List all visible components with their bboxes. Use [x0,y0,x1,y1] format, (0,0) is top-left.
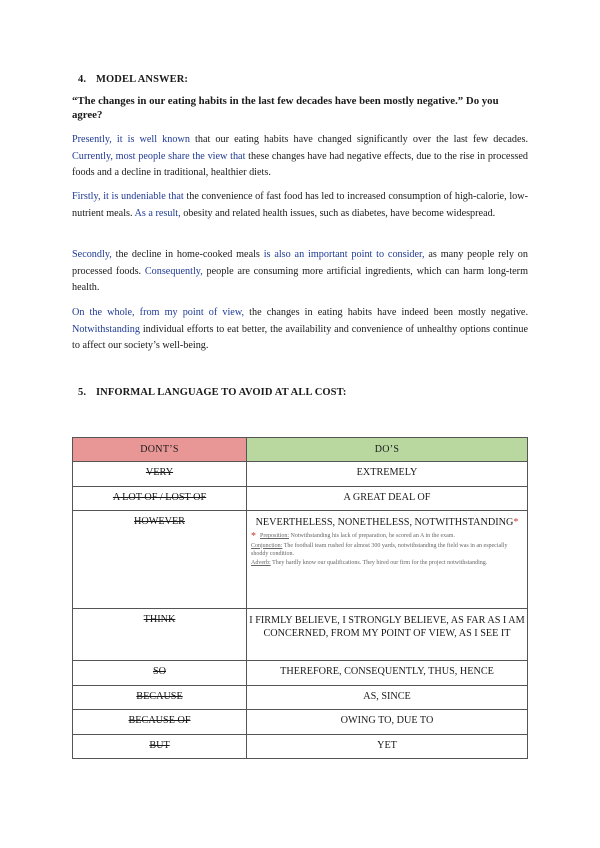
table-row [73,609,528,661]
do-cell [247,511,528,609]
example-text: The football team rushed for almost 300 yards, notwithstanding the field was in an especially shoddy condition. [251,542,508,557]
dont-term: HOWEVER [134,516,185,527]
do-cell: EXTREMELY [247,462,528,487]
do-cell: YET [247,734,528,759]
body-text: obesity and related health issues, such as diabetes, have become widespread. [180,207,496,219]
example-label: Adverb: [251,559,271,566]
body-text: people are consuming more artificial ingredients, which can harm long-term health. [72,265,528,293]
body-text: that our eating habits have changed significantly over the last few decades. [189,134,529,145]
dont-term: SO [152,666,167,677]
example-mark: * [251,531,256,542]
body-text: the convenience of fast food has led to increased consumption of high-calorie, low-nutrient meals. [72,191,528,219]
linking-phrase: On the whole, from my point of view, [72,307,245,318]
donts-header: DONT’S [73,438,247,462]
paragraph-intro [72,132,528,182]
dont-term: BECAUSE [136,690,183,702]
section-4-number: 4. [78,74,87,85]
dos-header: DO’S [247,438,528,462]
table-row [73,462,528,487]
example-label: Conjunction: [251,542,283,549]
dont-cell [73,511,247,609]
essay-question: “The changes in our eating habits in the last few decades have been mostly negative.” Do you agree? [72,95,499,121]
footnote-mark: * [513,517,519,528]
dont-cell [73,487,247,511]
do-term: NEVERTHELESS, NONETHELESS, NOTWITHSTANDING [255,517,514,528]
body-text: these changes have had negative effects, due to the rise in processed foods and a decline in traditional, healthier diets. [72,150,528,178]
dont-cell [73,661,247,686]
linking-phrase: As a result, [134,207,181,219]
dont-term: A LOT OF / LOST OF [112,492,207,503]
usage-examples [247,529,527,567]
example-text: They hardly know our qualifications. They hired our firm for the project notwithstanding. [270,559,488,566]
dont-cell [73,734,247,759]
do-cell: I FIRMLY BELIEVE, I STRONGLY BELIEVE, AS FAR AS I AM CONCERNED, FROM MY POINT OF VIEW, AS I SEE IT [247,609,528,661]
table-row [73,734,528,759]
linking-phrase: Currently, most people share the view that [72,150,246,162]
table-row [73,511,528,609]
table-row [73,487,528,511]
linking-phrase: Consequently, [144,265,203,277]
informal-language-table [72,437,528,759]
example-text: Notwithstanding his lack of preparation, he scored an A in the exam. [289,533,455,539]
do-cell: A GREAT DEAL OF [247,487,528,511]
example-adverb [251,559,523,568]
linking-phrase: is also an important point to consider, [263,249,425,260]
do-cell: OWING TO, DUE TO [247,710,528,735]
table-row [73,710,528,735]
do-cell: AS, SINCE [247,685,528,710]
paragraph-firstly [72,189,528,222]
dont-term: BECAUSE OF [128,715,191,726]
dont-cell [73,710,247,735]
do-cell: THEREFORE, CONSEQUENTLY, THUS, HENCE [247,661,528,686]
example-conjunction [251,542,523,559]
table-row [73,661,528,686]
dont-term: VERY [145,467,174,478]
body-text: the changes in eating habits have indeed been mostly negative. [244,307,528,318]
body-text: as many people rely on processed foods. [72,249,528,277]
dont-cell [73,685,247,710]
table-header-row [73,438,528,462]
dont-term: THINK [143,614,176,625]
section-4-heading [78,74,188,85]
dont-cell [73,609,247,661]
section-5-heading [78,387,347,398]
dont-term: BUT [149,739,170,751]
linking-phrase: Presently, it is well known [72,134,190,145]
example-label: Preposition: [260,533,290,539]
linking-phrase: Secondly, [72,249,112,260]
table-row [73,685,528,710]
section-5-number: 5. [78,387,87,398]
linking-phrase: Notwithstanding [72,323,140,335]
example-preposition [251,532,523,542]
section-4-title: MODEL ANSWER: [96,74,189,85]
dont-cell [73,462,247,487]
paragraph-conclusion [72,305,528,355]
body-text: individual efforts to eat better, the availability and convenience of unhealthy options continue to affect our society’s well-being. [72,323,528,351]
body-text: the decline in home-cooked meals [111,249,264,260]
do-term-block [247,516,527,529]
paragraph-secondly [72,247,528,297]
section-5-title: INFORMAL LANGUAGE TO AVOID AT ALL COST: [96,387,347,398]
linking-phrase: Firstly, it is undeniable that [72,191,184,202]
